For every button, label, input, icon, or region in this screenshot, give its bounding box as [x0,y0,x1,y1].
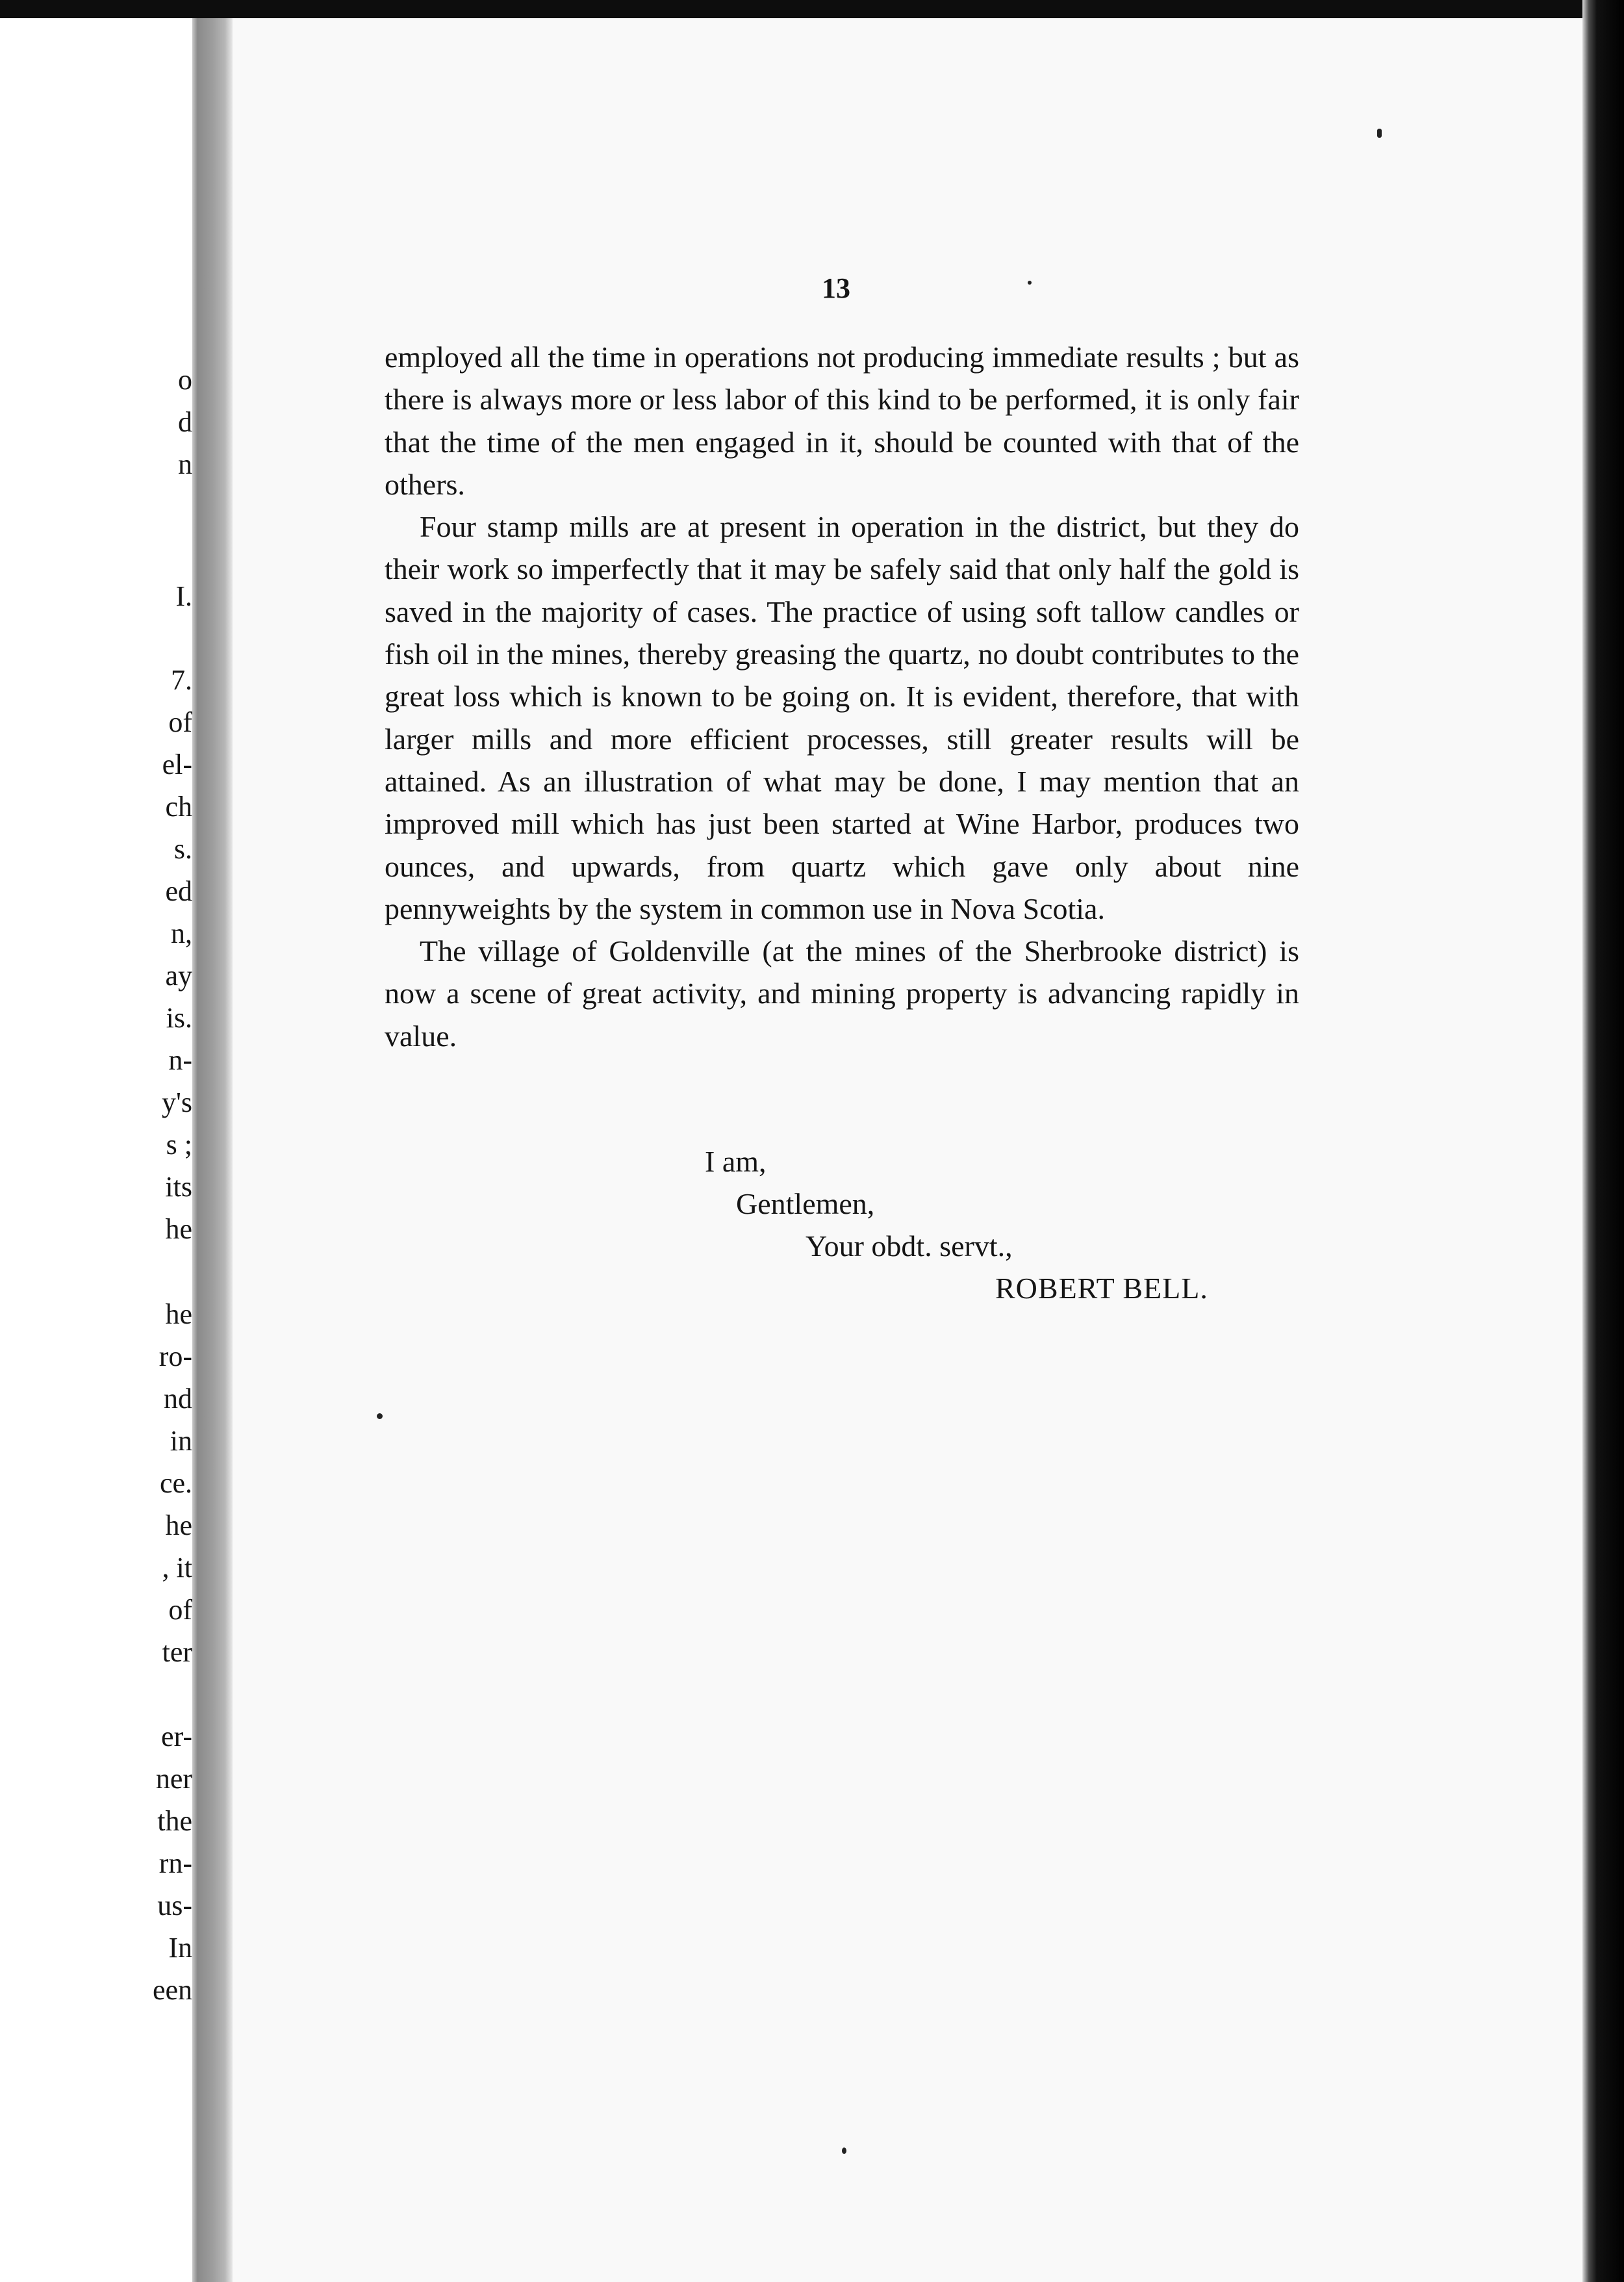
facing-page-text: d [178,406,192,438]
facing-page-text: ed [165,875,192,907]
closing-line: Your obdt. servt., [806,1229,1013,1263]
scan-speck [377,1413,383,1419]
facing-page-text: n- [168,1044,192,1076]
facing-page-text: the [157,1805,192,1837]
facing-page-text: us- [157,1890,192,1921]
facing-page-text: of [168,1594,192,1626]
paragraph: The village of Goldenville (at the mines of the Sherbrooke district) is now a scene of great activity, and mining property is advancing rapidly in value. [385,934,1299,1053]
closing-line: I am, [705,1145,767,1178]
facing-page-text: he [165,1509,192,1541]
scan-top-border [0,0,1624,18]
book-gutter [192,18,233,2282]
page-number: 13 [822,272,850,304]
facing-page-text: ch [165,791,192,823]
facing-page-text: el- [162,749,192,780]
scan-speck [1028,281,1032,285]
facing-page-text: s ; [166,1129,192,1160]
facing-page-text: 7. [171,664,192,696]
facing-page-text: rn- [159,1847,192,1879]
body-text [385,336,1299,1057]
facing-page-text: nd [164,1383,192,1415]
facing-page-text: ro- [159,1340,192,1372]
facing-page-text: o [178,364,192,396]
facing-page-text: he [165,1213,192,1245]
facing-page-text: its [165,1171,192,1203]
facing-page-text: n, [171,917,192,949]
scan-speck [842,2147,846,2154]
facing-page-text: ay [165,960,192,992]
facing-page-text: y's [161,1086,192,1118]
facing-page-text: ce. [159,1467,192,1499]
facing-page-text: , it [162,1552,192,1583]
facing-page-text: ner [155,1763,192,1795]
facing-page-text: er- [161,1721,192,1752]
facing-page-text: In [168,1932,192,1964]
facing-page-text: s. [173,833,192,865]
scan-right-border [1582,0,1624,2282]
facing-page-text: is. [166,1002,192,1034]
signature: ROBERT BELL. [995,1272,1208,1305]
facing-page-text: he [165,1298,192,1330]
scan-speck [1377,129,1382,138]
facing-page-fragment [0,18,192,2282]
facing-page-text: ter [162,1636,192,1668]
facing-page-text: een [152,1974,192,2006]
paragraph: employed all the time in operations not producing immediate results ; but as there is always more or less labor of this kind to be performed, it is only fair that the time of the men engaged in it, should be counted with that of the others. [385,340,1299,501]
facing-page-text: of [168,706,192,738]
facing-page-text: I. [175,580,192,612]
paragraph: Four stamp mills are at present in operation in the district, but they do their work so imperfectly that it may be safely said that only half the gold is saved in the majority of cases. The practice of using soft tallow candles or fish oil in the mines, thereby greasing the quartz, no doubt contributes to the great loss which is known to be going on. It is evident, therefore, that with larger mills and more efficient processes, still greater results will be attained. As an illustration of what may be done, I may mention that an improved mill which has just been started at Wine Harbor, produces two ounces, and upwards, from quartz which gave only about nine pennyweights by the system in common use in Nova Scotia. [385,510,1299,925]
facing-page-text: n [178,448,192,480]
salutation-line: Gentlemen, [736,1187,875,1220]
facing-page-text: in [170,1425,192,1457]
